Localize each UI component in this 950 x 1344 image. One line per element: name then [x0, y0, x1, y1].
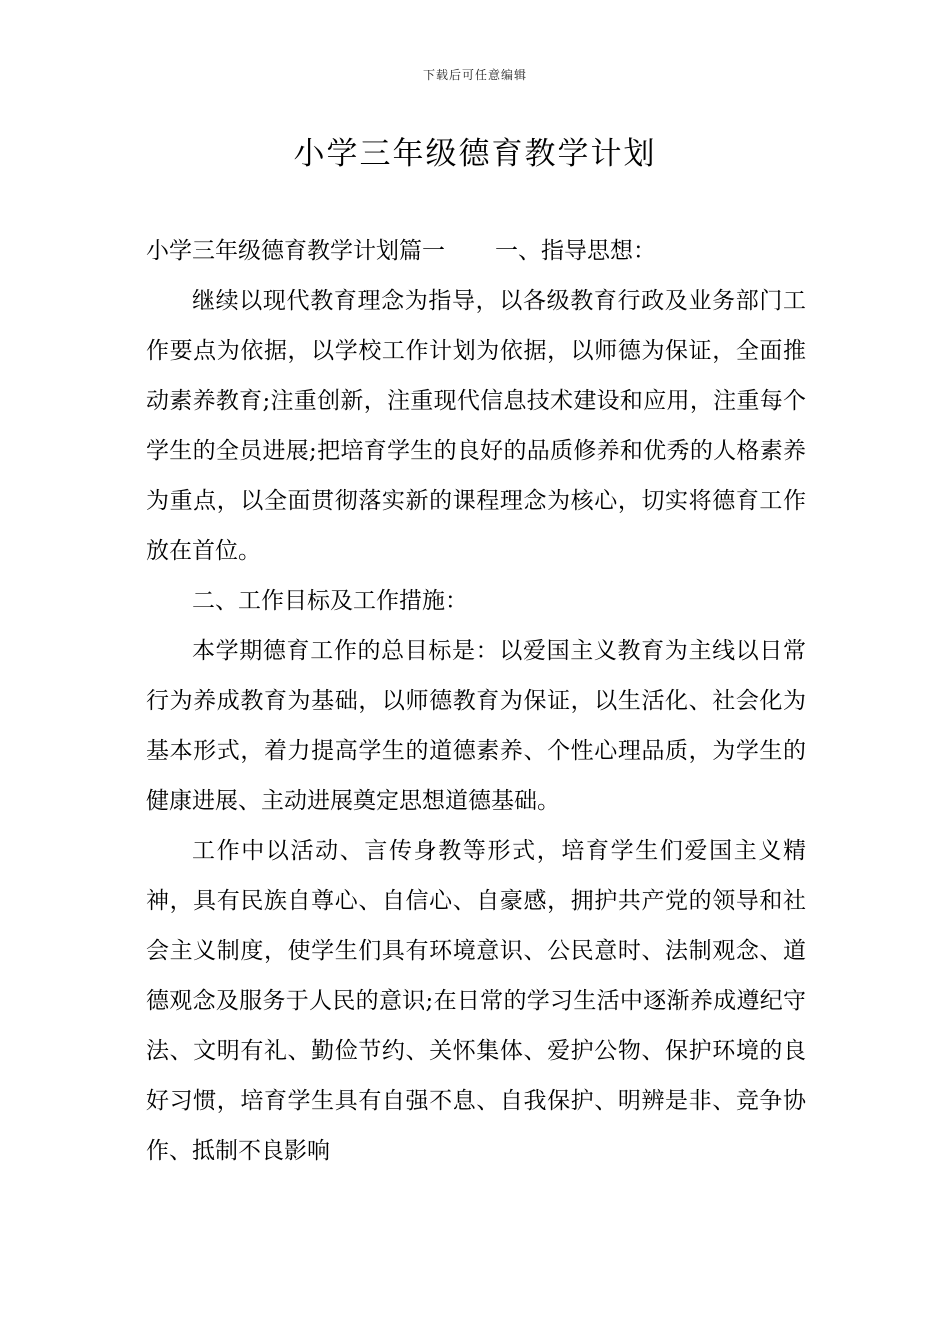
paragraph-2: 本学期德育工作的总目标是：以爱国主义教育为主线以日常行为养成教育为基础，以师德教育为保证，以生活化、社会化为基本形式，着力提高学生的道德素养、个性心理品质，为学生的健康进展、主动进展奠定思想道德基础。 — [146, 638, 806, 814]
section-heading-2: 二、工作目标及工作措施： — [192, 588, 468, 614]
header-note: 下载后可任意编辑 — [422, 68, 527, 82]
section-heading-1: 一、指导思想： — [495, 238, 656, 264]
paragraph-3: 工作中以活动、言传身教等形式，培育学生们爱国主义精神，具有民族自尊心、自信心、自豪感，拥护共产党的领导和社会主义制度，使学生们具有环境意识、公民意时、法制观念、道德观念及服务于人民的意识;在日常的学习生活中逐渐养成遵纪守法、文明有礼、勤俭节约、关怀集体、爱护公物、保护环境的良好习惯，培育学生具有自强不息、自我保护、明辨是非、竞争协作、抵制不良影响 — [146, 838, 806, 1164]
document-title: 小学三年级德育教学计划 — [293, 136, 657, 172]
subtitle-line — [146, 226, 806, 276]
document-body — [146, 226, 806, 1176]
document-subtitle: 小学三年级德育教学计划篇一 — [146, 238, 445, 264]
paragraph-1: 继续以现代教育理念为指导，以各级教育行政及业务部门工作要点为依据，以学校工作计划为依据，以师德为保证，全面推动素养教育;注重创新，注重现代信息技术建设和应用，注重每个学生的全员进展;把培育学生的良好的品质修养和优秀的人格素养为重点，以全面贯彻落实新的课程理念为核心，切实将德育工作放在首位。 — [146, 288, 806, 564]
